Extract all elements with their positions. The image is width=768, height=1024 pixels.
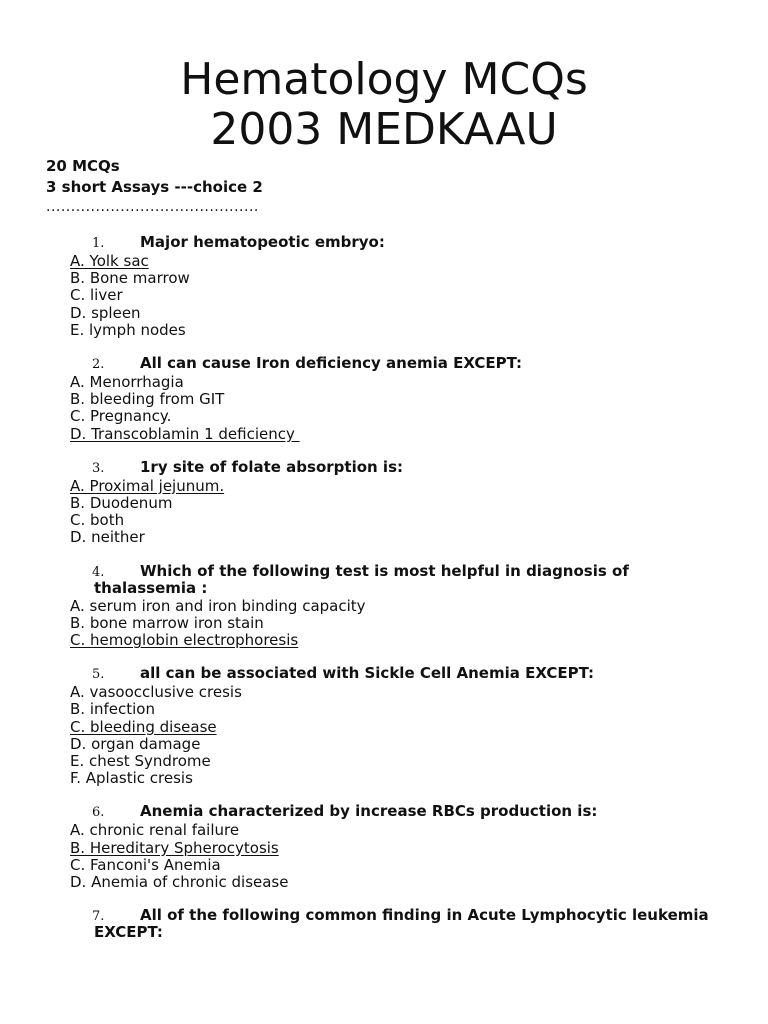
option: C. both <box>70 511 125 530</box>
option-answer-underlined: C. bleeding disease <box>70 717 217 736</box>
option: B. Duodenum <box>70 494 173 513</box>
option: D. spleen <box>70 303 141 322</box>
option-list <box>70 478 730 547</box>
question-text: All of the following common finding in Acute Lymphocytic leukemia EXCEPT: <box>94 906 709 942</box>
page-subtitle: 2003 MEDKAAU <box>210 104 558 155</box>
option: B. infection <box>70 700 155 719</box>
question-text: Major hematopeotic embryo: <box>140 233 385 251</box>
question-1 <box>70 234 730 339</box>
question-stem <box>70 459 730 477</box>
mcq-count-line: 20 MCQs <box>46 157 120 175</box>
question-stem <box>70 355 730 373</box>
question-text: all can be associated with Sickle Cell Anemia EXCEPT: <box>140 664 595 683</box>
option-list <box>70 374 730 443</box>
option-answer-underlined: C. hemoglobin electrophoresis <box>70 631 299 650</box>
question-number: 4. <box>92 564 105 580</box>
question-text: 1ry site of folate absorption is: <box>140 457 403 476</box>
option-answer-underlined: B. Hereditary Spherocytosis <box>70 838 279 857</box>
option-answer-underlined: A. Yolk sac <box>70 252 149 270</box>
option: A. Menorrhagia <box>70 373 184 392</box>
question-3 <box>70 459 730 547</box>
page-title: Hematology MCQs <box>180 54 588 105</box>
option: C. Pregnancy. <box>70 407 172 426</box>
option: B. bone marrow iron stain <box>70 613 264 632</box>
option: A. serum iron and iron binding capacity <box>70 596 366 615</box>
question-stem <box>70 907 730 941</box>
question-text: All can cause Iron deficiency anemia EXCEPT: <box>140 354 523 373</box>
option: E. chest Syndrome <box>70 752 211 771</box>
option: C. Fanconi's Anemia <box>70 855 221 874</box>
dotted-divider: ........................................... <box>46 199 259 215</box>
question-stem <box>70 234 730 252</box>
option: B. Bone marrow <box>70 269 190 288</box>
option: C. liver <box>70 286 123 305</box>
short-essay-line: 3 short Assays ---choice 2 <box>46 178 263 196</box>
question-number: 7. <box>92 909 105 925</box>
question-number: 1. <box>92 236 105 251</box>
question-7 <box>70 907 730 941</box>
option-list <box>70 684 730 787</box>
option: F. Aplastic cresis <box>70 769 193 788</box>
question-4 <box>70 563 730 650</box>
option: E. lymph nodes <box>70 320 186 339</box>
question-stem <box>70 665 730 683</box>
option-answer-underlined: D. Transcoblamin 1 deficiency <box>70 424 300 443</box>
question-number: 5. <box>92 667 105 683</box>
question-6 <box>70 803 730 891</box>
option: D. neither <box>70 528 145 547</box>
option-answer-underlined: A. Proximal jejunum. <box>70 476 225 495</box>
option: A. vasoocclusive cresis <box>70 683 242 702</box>
option: B. bleeding from GIT <box>70 390 225 409</box>
option: D. Anemia of chronic disease <box>70 873 289 892</box>
question-stem <box>70 803 730 821</box>
option: A. chronic renal failure <box>70 821 240 840</box>
option-list <box>70 598 730 650</box>
question-number: 6. <box>92 805 105 821</box>
question-list <box>70 234 730 957</box>
question-stem <box>70 563 730 597</box>
option: D. organ damage <box>70 734 201 753</box>
option-list <box>70 253 730 339</box>
question-number: 2. <box>92 357 105 373</box>
question-2 <box>70 355 730 443</box>
question-number: 3. <box>92 460 105 476</box>
option-list <box>70 822 730 891</box>
question-text: Anemia characterized by increase RBCs production is: <box>140 802 598 821</box>
question-5 <box>70 665 730 787</box>
question-text: Which of the following test is most helpful in diagnosis of thalassemia : <box>94 561 629 597</box>
